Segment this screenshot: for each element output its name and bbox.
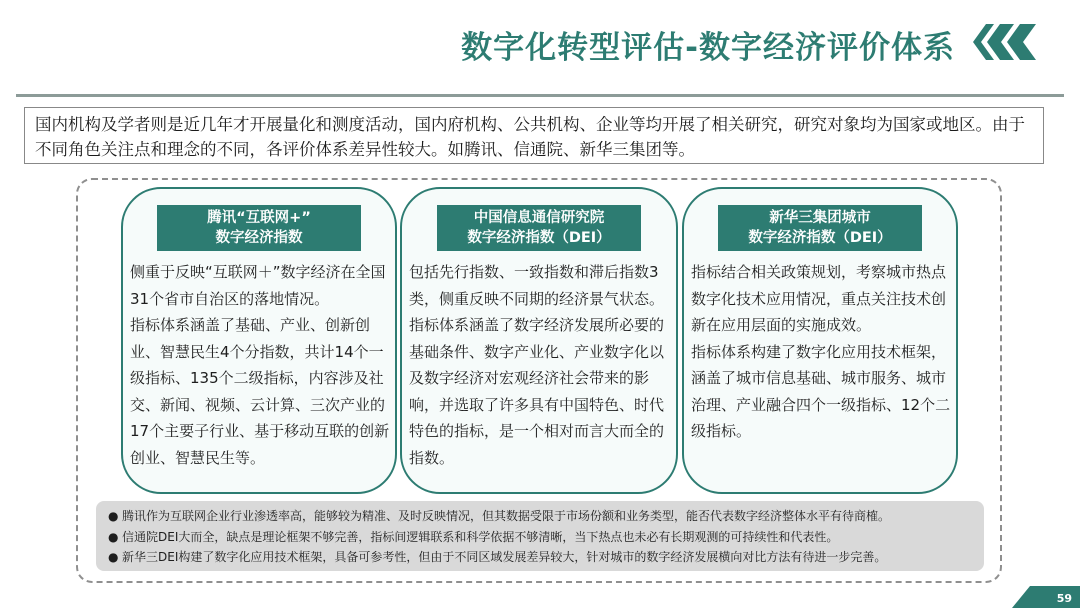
note-item [108,527,984,548]
card-title-line2: 数字经济指数（DEI） [467,230,611,246]
card-paragraph: 指标体系构建了数字化应用技术框架，涵盖了城市信息基础、城市服务、城市治理、产业融合四个一级指标、12个二级指标。 [691,342,951,440]
header-divider [16,94,1064,97]
bullet-icon: ● [108,509,119,523]
card-title-line1: 中国信息通信研究院 [473,210,605,226]
note-item [108,506,984,527]
card-title [718,205,922,251]
card-body [409,259,672,471]
bullet-icon: ● [108,550,119,564]
card-paragraph: 指标体系涵盖了基础、产业、创新创业、智慧民生4个分指数，共计14个一级指标、135个二级指标，内容涉及社交、新闻、视频、云计算、三次产业的17个主要子行业、基于移动互联的创新创业、智慧民生等。 [130,316,390,467]
card-paragraph: 包括先行指数、一致指数和滞后指数3类，侧重反映不同期的经济景气状态。 [409,263,665,308]
card-tencent [121,187,397,494]
page-title: 数字化转型评估-数字经济评价体系 [461,30,955,66]
note-text: 新华三DEI构建了数字化应用技术框架，具备可参考性，但由于不同区域发展差异较大，针对城市的数字经济发展横向对比方法有待进一步完善。 [122,550,887,564]
double-chevron-left-icon [970,24,1040,60]
intro-text-box [24,107,1044,164]
card-title [157,205,361,251]
page-number: 59 [1056,592,1072,605]
intro-text: 国内机构及学者则是近几年才开展量化和测度活动，国内府机构、公共机构、企业等均开展了相关研究，研究对象均为国家或地区。由于不同角色关注点和理念的不同，各评价体系差异性较大。如腾讯、信通院、新华三集团等。 [35,115,1025,159]
bullet-icon: ● [108,529,119,544]
card-paragraph: 指标结合相关政策规划，考察城市热点数字化技术应用情况，重点关注技术创新在应用层面的实施成效。 [691,263,947,334]
card-title-line1: 腾讯“互联网+” [207,210,311,226]
card-title-line2: 数字经济指数（DEI） [748,230,892,246]
card-body [130,259,391,471]
card-body [691,259,952,445]
note-text: 腾讯作为互联网企业行业渗透率高，能够较为精准、及时反映情况，但其数据受限于市场份额和业务类型，能否代表数字经济整体水平有待商榷。 [122,509,891,523]
card-title-line2: 数字经济指数 [215,230,303,246]
card-paragraph: 指标体系涵盖了数字经济发展所必要的基础条件、数字产业化、产业数字化以及数字经济对宏观经济社会带来的影响，并选取了许多具有中国特色、时代特色的指标，是一个相对而言大而全的指数。 [409,316,665,467]
note-item [108,547,984,568]
card-paragraph: 侧重于反映“互联网＋”数字经济在全国31个省市自治区的落地情况。 [130,263,386,308]
summary-notes [96,501,984,571]
card-caict [400,187,678,494]
note-text: 信通院DEI大而全，缺点是理论框架不够完善，指标间逻辑联系和科学依据不够清晰，当下热点也未必有长期观测的可持续性和代表性。 [122,529,839,544]
card-title [437,205,641,251]
card-h3c [682,187,958,494]
card-title-line1: 新华三集团城市 [769,210,871,226]
